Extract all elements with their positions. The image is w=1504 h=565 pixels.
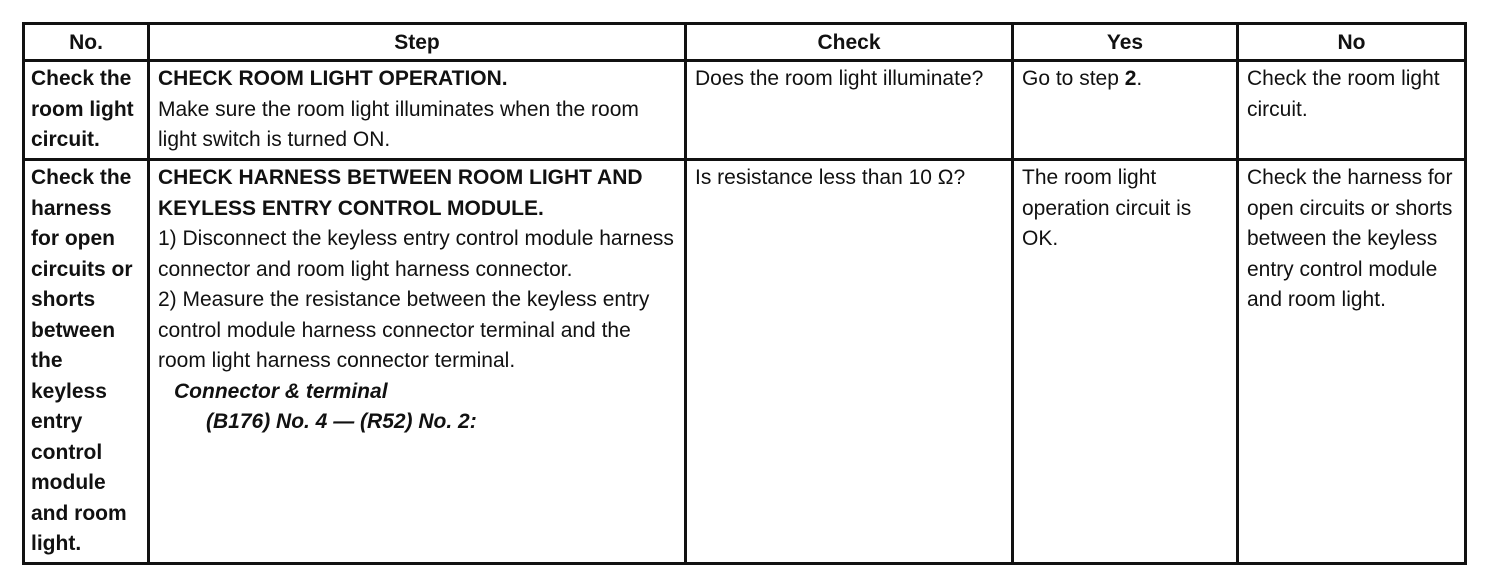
yes-prefix: Go to step bbox=[1022, 67, 1125, 90]
step-title: CHECK ROOM LIGHT OPERATION. bbox=[158, 67, 508, 90]
header-row bbox=[24, 24, 1466, 61]
step-text: Make sure the room light illuminates when the room light switch is turned ON. bbox=[158, 97, 639, 151]
row-number: Check the harness for open circuits or shorts between the keyless entry control module and room light. bbox=[24, 160, 149, 564]
header-no-result: No bbox=[1238, 24, 1466, 61]
header-no: No. bbox=[24, 24, 149, 61]
step-instruction-2: 2) Measure the resistance between the keyless entry control module harness connector terminal and the room light harness connector terminal. bbox=[158, 288, 650, 372]
step-cell bbox=[149, 160, 686, 564]
header-check: Check bbox=[686, 24, 1013, 61]
table-row bbox=[24, 160, 1466, 564]
yes-suffix: . bbox=[1136, 67, 1143, 90]
connector-value: (B176) No. 4 — (R52) No. 2: bbox=[206, 410, 477, 433]
step-title: CHECK HARNESS BETWEEN ROOM LIGHT AND KEYLESS ENTRY CONTROL MODULE. bbox=[158, 166, 643, 220]
row-number: Check the room light circuit. bbox=[24, 61, 149, 160]
header-yes: Yes bbox=[1013, 24, 1238, 61]
check-cell: Does the room light illuminate? bbox=[686, 61, 1013, 160]
yes-cell: The room light operation circuit is OK. bbox=[1013, 160, 1238, 564]
yes-cell bbox=[1013, 61, 1238, 160]
diagnostic-table bbox=[22, 22, 1467, 565]
step-cell bbox=[149, 61, 686, 160]
step-instruction-1: 1) Disconnect the keyless entry control module harness connector and room light harness connector. bbox=[158, 227, 674, 281]
header-step: Step bbox=[149, 24, 686, 61]
table-row bbox=[24, 61, 1466, 160]
no-cell: Check the room light circuit. bbox=[1238, 61, 1466, 160]
connector-label: Connector & terminal bbox=[174, 379, 388, 403]
yes-step-number: 2 bbox=[1124, 67, 1137, 90]
check-cell: Is resistance less than 10 Ω? bbox=[686, 160, 1013, 564]
no-cell: Check the harness for open circuits or shorts between the keyless entry control module and room light. bbox=[1238, 160, 1466, 564]
